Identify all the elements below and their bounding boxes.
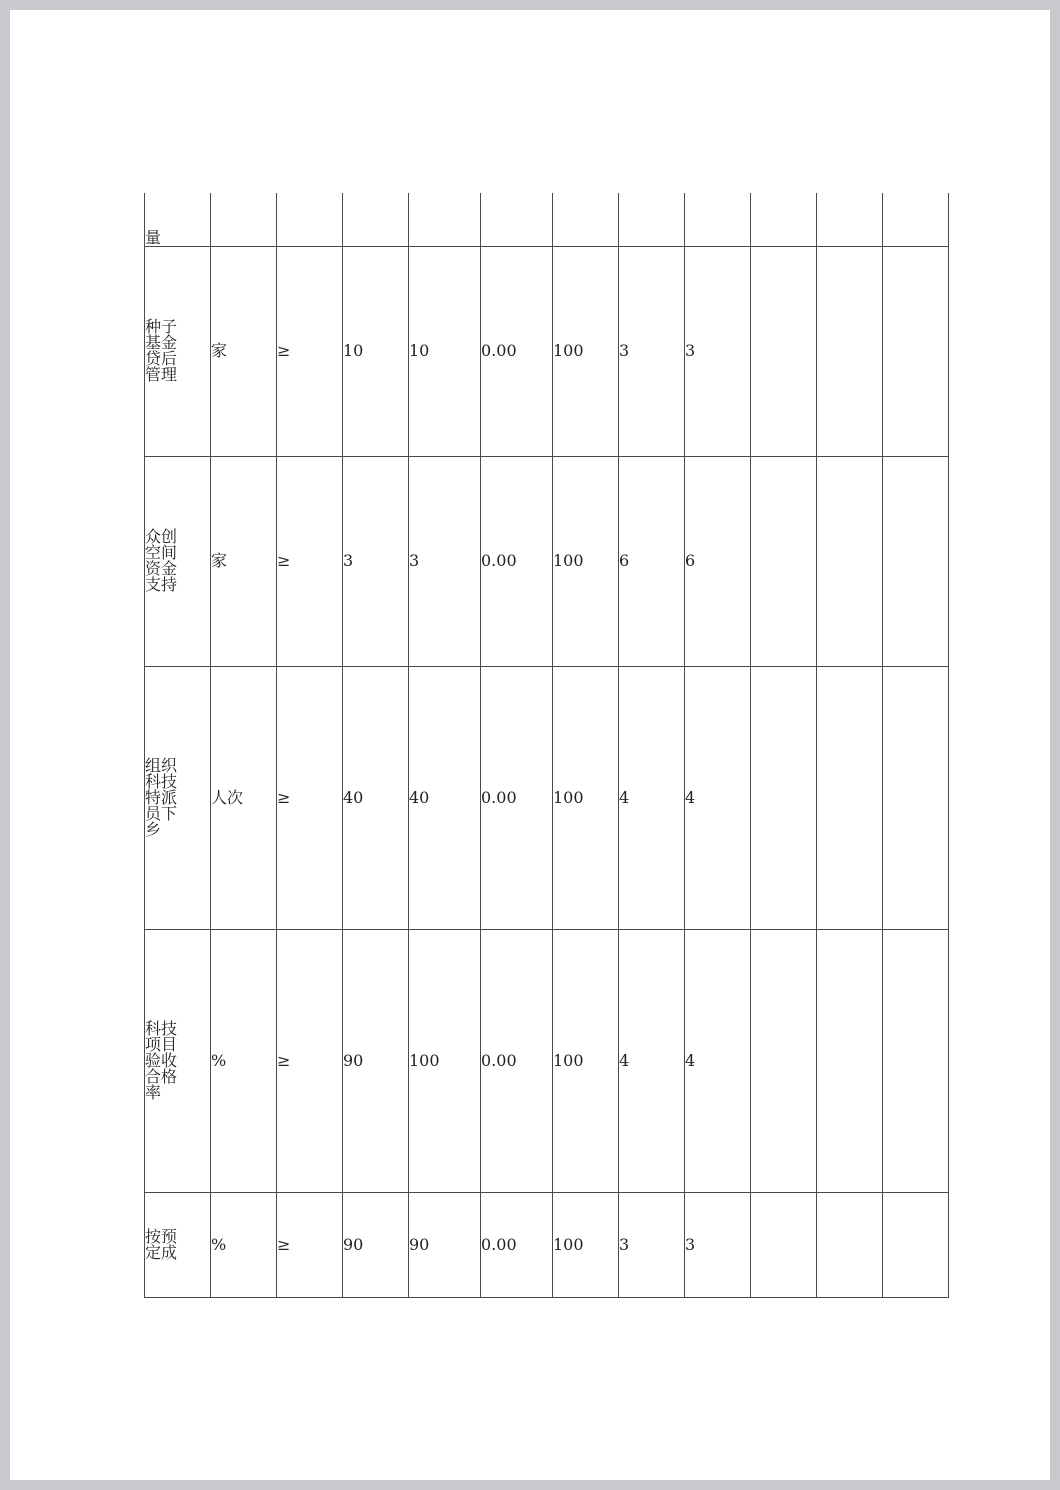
empty-cell <box>883 1192 949 1297</box>
empty-cell <box>751 246 817 456</box>
full-score-cell: 3 <box>619 1192 685 1297</box>
operator-cell: ≥ <box>277 1192 343 1297</box>
empty-cell <box>751 193 817 246</box>
obtained-score-cell: 4 <box>685 666 751 929</box>
operator-cell <box>277 193 343 246</box>
obtained-score-cell: 3 <box>685 246 751 456</box>
indicator-name-cell: 按预 定成 <box>145 1192 211 1297</box>
full-score-cell: 6 <box>619 456 685 666</box>
indicator-name-cell: 科技 项目 验收 合格 率 <box>145 929 211 1192</box>
unit-cell <box>211 193 277 246</box>
completion-rate-cell <box>553 193 619 246</box>
completion-rate-cell: 100 <box>553 456 619 666</box>
deviation-cell: 0.00 <box>481 666 553 929</box>
empty-cell <box>751 456 817 666</box>
empty-cell <box>883 929 949 1192</box>
empty-cell <box>883 246 949 456</box>
empty-cell <box>751 929 817 1192</box>
table-row <box>145 456 949 666</box>
target-value-cell: 3 <box>343 456 409 666</box>
actual-value-cell: 3 <box>409 456 481 666</box>
actual-value-cell <box>409 193 481 246</box>
empty-cell <box>817 929 883 1192</box>
actual-value-cell: 10 <box>409 246 481 456</box>
obtained-score-cell: 4 <box>685 929 751 1192</box>
indicator-name-cell: 量 <box>145 193 211 246</box>
unit-cell: 家 <box>211 246 277 456</box>
full-score-cell <box>619 193 685 246</box>
indicator-name-cell: 众创 空间 资金 支持 <box>145 456 211 666</box>
operator-cell: ≥ <box>277 666 343 929</box>
table-row <box>145 246 949 456</box>
completion-rate-cell: 100 <box>553 1192 619 1297</box>
empty-cell <box>883 456 949 666</box>
deviation-cell: 0.00 <box>481 1192 553 1297</box>
operator-cell: ≥ <box>277 929 343 1192</box>
deviation-cell: 0.00 <box>481 456 553 666</box>
target-value-cell: 90 <box>343 1192 409 1297</box>
empty-cell <box>817 246 883 456</box>
completion-rate-cell: 100 <box>553 666 619 929</box>
actual-value-cell: 90 <box>409 1192 481 1297</box>
empty-cell <box>883 666 949 929</box>
empty-cell <box>817 456 883 666</box>
target-value-cell: 10 <box>343 246 409 456</box>
operator-cell: ≥ <box>277 246 343 456</box>
obtained-score-cell <box>685 193 751 246</box>
unit-cell: 家 <box>211 456 277 666</box>
deviation-cell <box>481 193 553 246</box>
deviation-cell: 0.00 <box>481 246 553 456</box>
table-row <box>145 666 949 929</box>
actual-value-cell: 40 <box>409 666 481 929</box>
performance-indicator-table <box>144 193 949 1298</box>
empty-cell <box>751 1192 817 1297</box>
unit-cell: % <box>211 1192 277 1297</box>
obtained-score-cell: 6 <box>685 456 751 666</box>
operator-cell: ≥ <box>277 456 343 666</box>
deviation-cell: 0.00 <box>481 929 553 1192</box>
empty-cell <box>883 193 949 246</box>
table-row <box>145 929 949 1192</box>
completion-rate-cell: 100 <box>553 929 619 1192</box>
target-value-cell: 90 <box>343 929 409 1192</box>
completion-rate-cell: 100 <box>553 246 619 456</box>
table-row <box>145 1192 949 1297</box>
actual-value-cell: 100 <box>409 929 481 1192</box>
unit-cell: 人次 <box>211 666 277 929</box>
table-row <box>145 193 949 246</box>
document-page <box>10 10 1050 1480</box>
obtained-score-cell: 3 <box>685 1192 751 1297</box>
full-score-cell: 4 <box>619 666 685 929</box>
indicator-name-cell: 种子 基金 贷后 管理 <box>145 246 211 456</box>
empty-cell <box>817 193 883 246</box>
empty-cell <box>817 666 883 929</box>
full-score-cell: 4 <box>619 929 685 1192</box>
indicator-name-cell: 组织 科技 特派 员下 乡 <box>145 666 211 929</box>
target-value-cell <box>343 193 409 246</box>
empty-cell <box>817 1192 883 1297</box>
unit-cell: % <box>211 929 277 1192</box>
full-score-cell: 3 <box>619 246 685 456</box>
target-value-cell: 40 <box>343 666 409 929</box>
empty-cell <box>751 666 817 929</box>
